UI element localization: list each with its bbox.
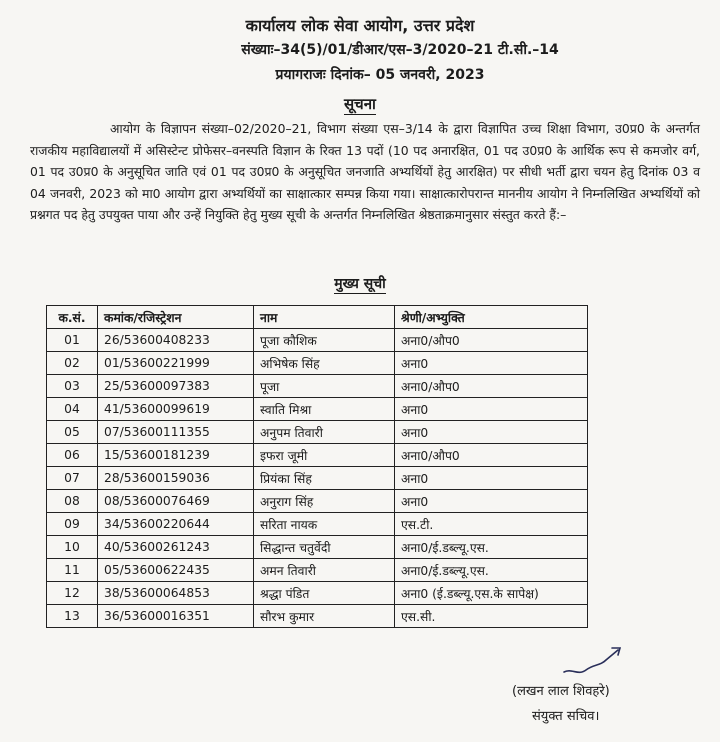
serial-cell: 09 (47, 513, 98, 536)
roll-cell: 28/53600159036 (98, 467, 254, 490)
roll-cell: 26/53600408233 (98, 329, 254, 352)
table-row (47, 490, 588, 513)
table-body (47, 329, 588, 628)
category-cell: अना0 (395, 467, 588, 490)
name-cell: श्रद्धा पंडित (254, 582, 395, 605)
merit-list-table (46, 305, 588, 628)
col-category-header: श्रेणी/अभ्युक्ति (395, 306, 588, 329)
signature (560, 642, 630, 682)
col-name-header: नाम (254, 306, 395, 329)
col-serial-header: क.सं. (47, 306, 98, 329)
col-roll-header: कमांक/रजिस्ट्रेशन (98, 306, 254, 329)
name-cell: पूजा कौशिक (254, 329, 395, 352)
roll-cell: 36/53600016351 (98, 605, 254, 628)
category-cell: एस.सी. (395, 605, 588, 628)
table-row (47, 444, 588, 467)
category-cell: अना0 (395, 352, 588, 375)
roll-cell: 40/53600261243 (98, 536, 254, 559)
name-cell: अभिषेक सिंह (254, 352, 395, 375)
table-row (47, 582, 588, 605)
table-row (47, 398, 588, 421)
category-cell: अना0 (395, 421, 588, 444)
notice-title-wrap (0, 94, 720, 114)
name-cell: सरिता नायक (254, 513, 395, 536)
name-cell: पूजा (254, 375, 395, 398)
table-row (47, 513, 588, 536)
signatory-name: (लखन लाल शिवहरे) (512, 684, 610, 699)
name-cell: स्वाति मिश्रा (254, 398, 395, 421)
serial-cell: 08 (47, 490, 98, 513)
place-date: प्रयागराजः दिनांक– 05 जनवरी, 2023 (275, 67, 485, 83)
roll-cell: 08/53600076469 (98, 490, 254, 513)
roll-cell: 15/53600181239 (98, 444, 254, 467)
name-cell: सिद्धान्त चतुर्वेदी (254, 536, 395, 559)
notice-title: सूचना (344, 95, 376, 113)
signatory-designation: संयुक्त सचिव। (532, 709, 600, 724)
roll-cell: 25/53600097383 (98, 375, 254, 398)
serial-cell: 05 (47, 421, 98, 444)
table-row (47, 421, 588, 444)
roll-cell: 34/53600220644 (98, 513, 254, 536)
category-cell: अना0/ई.डब्ल्यू.एस. (395, 559, 588, 582)
serial-cell: 11 (47, 559, 98, 582)
table-row (47, 352, 588, 375)
category-cell: अना0/औप0 (395, 329, 588, 352)
serial-cell: 06 (47, 444, 98, 467)
name-cell: सौरभ कुमार (254, 605, 395, 628)
roll-cell: 05/53600622435 (98, 559, 254, 582)
serial-cell: 01 (47, 329, 98, 352)
name-cell: अनुपम तिवारी (254, 421, 395, 444)
table-row (47, 375, 588, 398)
serial-cell: 12 (47, 582, 98, 605)
table-row (47, 467, 588, 490)
roll-cell: 41/53600099619 (98, 398, 254, 421)
reference-number: संख्याः–34(5)/01/डीआर/एस–3/2020–21 टी.सी.–14 (241, 42, 559, 58)
roll-cell: 38/53600064853 (98, 582, 254, 605)
table-row (47, 329, 588, 352)
list-title: मुख्य सूची (334, 276, 386, 292)
table-row (47, 536, 588, 559)
category-cell: अना0 (ई.डब्ल्यू.एस.के सापेक्ष) (395, 582, 588, 605)
category-cell: एस.टी. (395, 513, 588, 536)
roll-cell: 07/53600111355 (98, 421, 254, 444)
notice-body (30, 118, 700, 226)
body-paragraph: आयोग के विज्ञापन संख्या–02/2020–21, विभाग संख्या एस–3/14 के द्वारा विज्ञापित उच्च शिक्षा विभाग, उ0प्र0 के अन्तर्गत राजकीय महाविद्यालयों में असिस्टेन्ट प्रोफेसर–वनस्पति विज्ञान के रिक्त 13 पदों (10 पद अनारक्षित, 01 पद उ0प्र0 के आर्थिक रूप से कमजोर वर्ग, 01 पद उ0प्र0 के अनुसूचित जाति एवं 01 पद उ0प्र0 के अनुसूचित जनजाति अभ्यर्थियों हेतु आरक्षित) पर सीधी भर्ती द्वारा चयन हेतु दिनांक 03 व 04 जनवरी, 2023 को मा0 आयोग द्वारा अभ्यर्थियों का साक्षात्कार सम्पन्न किया गया। साक्षात्कारोपरान्त माननीय आयोग ने निम्नलिखित अभ्यर्थियों को प्रश्नगत पद हेतु उपयुक्त पाया और उन्हें नियुक्ति हेतु मुख्य सूची के अन्तर्गत निम्नलिखित श्रेष्ठताक्रमानुसार संस्तुत करते हैं:– (30, 121, 700, 222)
category-cell: अना0/औप0 (395, 444, 588, 467)
office-heading: कार्यालय लोक सेवा आयोग, उत्तर प्रदेश (245, 16, 475, 35)
table-row (47, 559, 588, 582)
table-header-row (47, 306, 588, 329)
name-cell: प्रियंका सिंह (254, 467, 395, 490)
category-cell: अना0/औप0 (395, 375, 588, 398)
name-cell: अमन तिवारी (254, 559, 395, 582)
serial-cell: 13 (47, 605, 98, 628)
category-cell: अना0 (395, 490, 588, 513)
category-cell: अना0 (395, 398, 588, 421)
serial-cell: 10 (47, 536, 98, 559)
name-cell: अनुराग सिंह (254, 490, 395, 513)
list-title-wrap (0, 274, 720, 293)
roll-cell: 01/53600221999 (98, 352, 254, 375)
serial-cell: 07 (47, 467, 98, 490)
serial-cell: 04 (47, 398, 98, 421)
table-row (47, 605, 588, 628)
serial-cell: 02 (47, 352, 98, 375)
category-cell: अना0/ई.डब्ल्यू.एस. (395, 536, 588, 559)
serial-cell: 03 (47, 375, 98, 398)
name-cell: इफरा जूमी (254, 444, 395, 467)
